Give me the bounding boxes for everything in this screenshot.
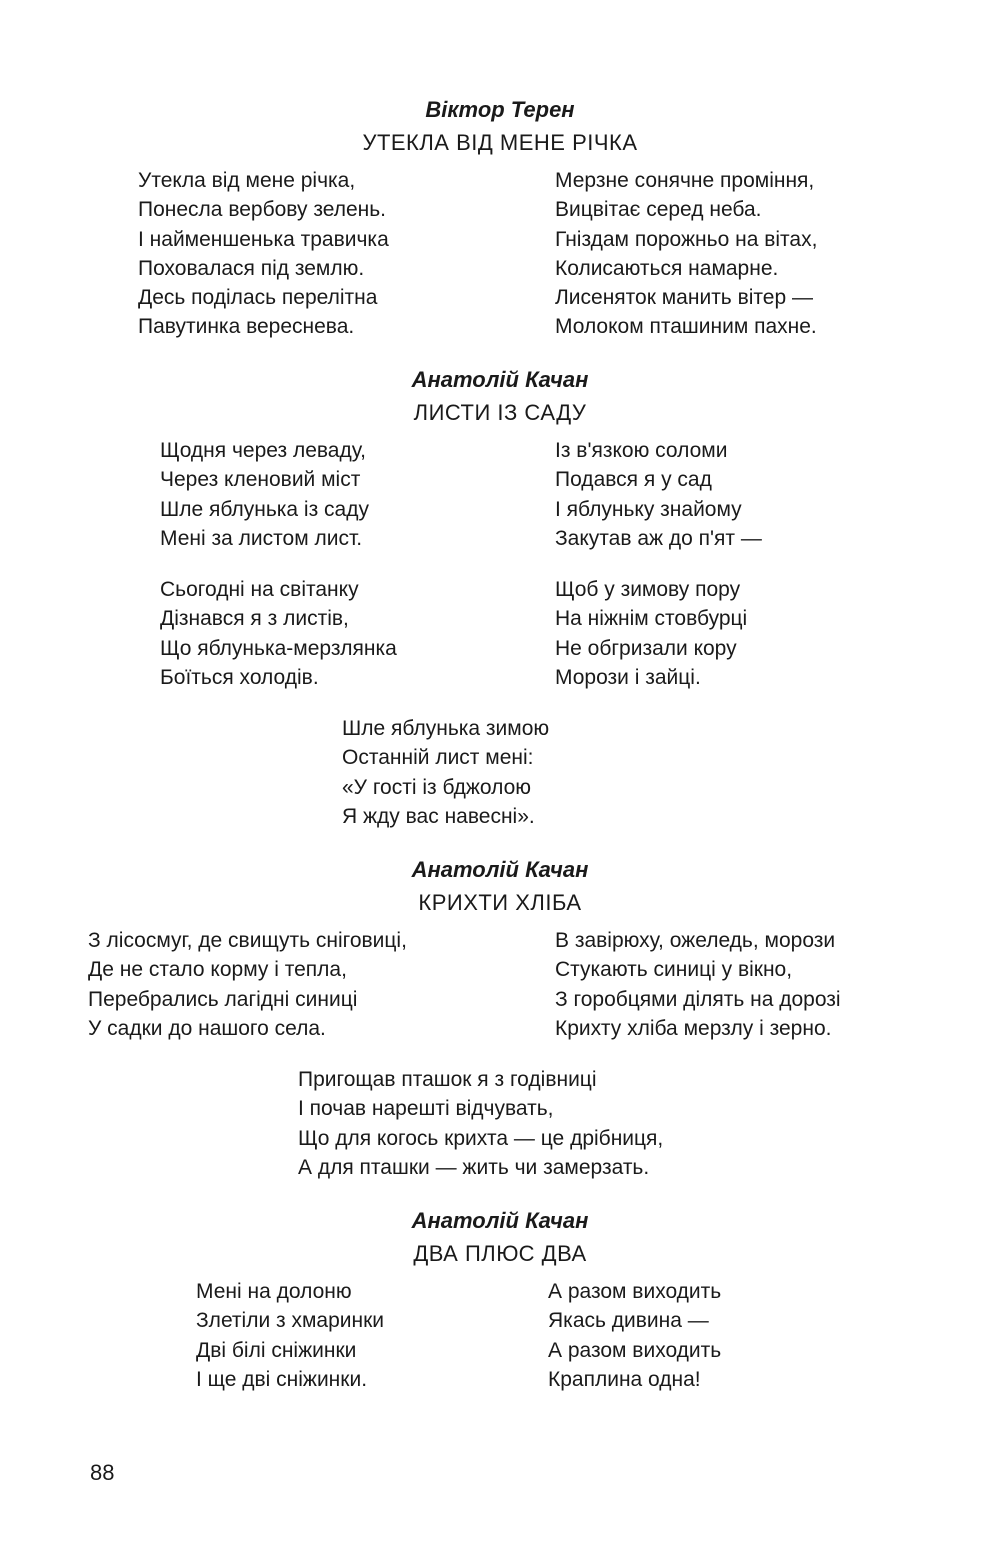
verse-line: Морози і зайці. — [555, 665, 701, 689]
verse-line: «У гості із бджолою — [342, 775, 531, 799]
verse-line: Боїться холодів. — [160, 665, 319, 689]
stanza — [160, 575, 397, 692]
verse-line: В завірюху, ожеледь, морози — [555, 929, 836, 952]
verse-line: А разом виходить — [548, 1280, 722, 1303]
verse-line: Мені за листом лист. — [160, 526, 363, 550]
stanza — [298, 1065, 663, 1182]
verse-line: Поховалася під землю. — [138, 256, 365, 280]
stanza — [555, 436, 762, 553]
verse-line: Понесла вербову зелень. — [138, 198, 387, 222]
verse-line: Пригощав пташок я з годівниці — [298, 1068, 597, 1091]
verse-line: І ще дві сніжинки. — [196, 1367, 368, 1391]
verse-line: Краплина одна! — [548, 1367, 701, 1391]
verse-line: Щоб у зимову пору — [555, 578, 741, 601]
verse-line: Шле яблунька із саду — [160, 497, 369, 521]
poem-title: ЛИСТИ ІЗ САДУ — [413, 400, 587, 425]
verse-line: Я жду вас навесні». — [342, 804, 535, 828]
verse-line: Утекла від мене річка, — [138, 169, 356, 192]
poem-author: Анатолій Качан — [411, 367, 589, 392]
verse-line: Шле яблунька зимою — [342, 717, 550, 740]
verse-line: Мені на долоню — [196, 1280, 352, 1303]
verse-line: Дізнався я з листів, — [160, 607, 349, 631]
verse-line: Дві білі сніжинки — [196, 1338, 357, 1362]
verse-line: Павутинка вереснева. — [138, 315, 355, 339]
stanza — [555, 926, 841, 1043]
verse-line: А для пташки — жить чи замерзать. — [298, 1155, 650, 1179]
verse-line: Крихту хліба мерзлу і зерно. — [555, 1016, 832, 1040]
verse-line: Щодня через леваду, — [160, 439, 366, 462]
verse-line: Останній лист мені: — [342, 746, 534, 770]
verse-line: Лисеняток манить вітер — — [555, 286, 813, 310]
poem-title: КРИХТИ ХЛІБА — [418, 890, 582, 915]
verse-line: Де не стало корму і тепла, — [88, 958, 347, 982]
poem-author: Віктор Терен — [425, 97, 575, 122]
verse-line: Гніздам порожньо на вітах, — [555, 227, 818, 251]
verse-line: Вицвітає серед неба. — [555, 198, 762, 222]
verse-line: Не обгризали кору — [555, 636, 737, 660]
stanza — [88, 926, 407, 1043]
verse-line: Колисаються намарне. — [555, 256, 779, 280]
verse-line: З горобцями ділять на дорозі — [555, 987, 841, 1011]
poem-title: ДВА ПЛЮС ДВА — [413, 1241, 587, 1266]
verse-line: І почав нарешті відчувать, — [298, 1097, 554, 1121]
stanza — [555, 166, 817, 342]
verse-line: Що для когось крихта — це дрібниця, — [298, 1126, 664, 1150]
verse-line: Закутав аж до п'ят — — [555, 526, 762, 550]
verse-line: Сьогодні на світанку — [160, 578, 359, 601]
verse-line: На ніжнім стовбурці — [555, 607, 748, 631]
verse-line: Із в'язкою соломи — [555, 439, 728, 462]
verse-line: Подався я у сад — [555, 468, 712, 492]
poem-title: УТЕКЛА ВІД МЕНЕ РІЧКА — [362, 130, 638, 155]
stanza — [160, 436, 369, 553]
verse-line: Молоком пташиним пахне. — [555, 315, 817, 339]
stanza — [555, 575, 747, 692]
verse-line: І яблуньку знайому — [555, 497, 742, 521]
verse-line: Перебрались лагідні синиці — [88, 987, 358, 1011]
stanza — [342, 714, 549, 831]
verse-line: Мерзне сонячне проміння, — [555, 169, 815, 192]
verse-line: Якась дивина — — [548, 1309, 709, 1333]
poem-author: Анатолій Качан — [411, 1208, 589, 1233]
verse-line: З лісосмуг, де свищуть сніговиці, — [88, 929, 407, 952]
verse-line: Що яблунька-мерзлянка — [160, 636, 397, 660]
page-number: 88 — [90, 1460, 115, 1485]
verse-line: Злетіли з хмаринки — [196, 1309, 385, 1333]
verse-line: Стукають синиці у вікно, — [555, 958, 793, 982]
verse-line: А разом виходить — [548, 1338, 722, 1362]
stanza — [548, 1277, 721, 1394]
verse-line: У садки до нашого села. — [88, 1016, 326, 1040]
poem-author: Анатолій Качан — [411, 857, 589, 882]
stanza — [138, 166, 389, 342]
verse-line: Десь поділась перелітна — [138, 286, 378, 310]
verse-line: Через кленовий міст — [160, 468, 361, 492]
verse-line: І найменшенька травичка — [138, 227, 389, 251]
stanza — [196, 1277, 384, 1394]
